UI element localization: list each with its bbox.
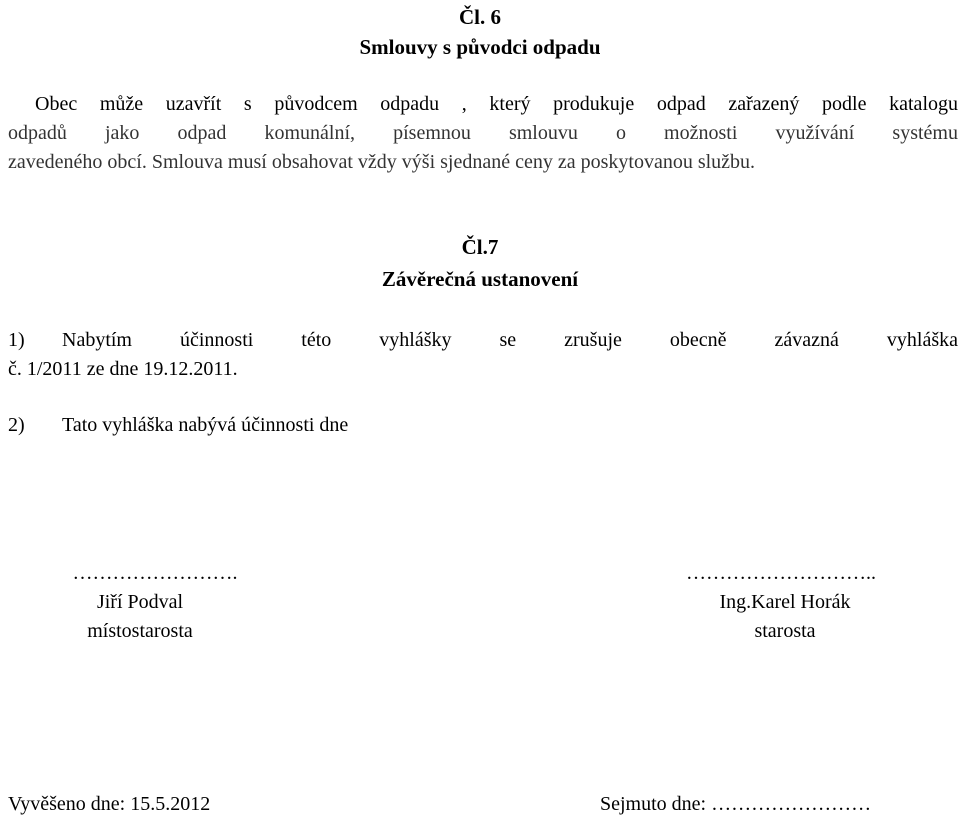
article-7-heading: Čl.7 (461, 235, 499, 259)
item-1-line-1: Nabytím účinnosti této vyhlášky se zrušuje obecně závazná vyhláška (62, 329, 958, 351)
article-7-title: Závěrečná ustanovení (381, 267, 579, 291)
article-6-line-3: zavedeného obcí. Smlouva musí obsahovat vždy výši sjednané ceny za poskytovanou službu. (8, 151, 756, 173)
posted-date: Vyvěšeno dne: 15.5.2012 (8, 793, 211, 815)
right-signature-line: ……………………….. (686, 562, 876, 584)
item-2-number: 2) (8, 414, 25, 436)
article-6-title: Smlouvy s původci odpadu (359, 35, 601, 59)
item-1-number: 1) (8, 329, 25, 351)
right-signatory-name: Ing.Karel Horák (719, 591, 851, 613)
article-6-heading: Čl. 6 (459, 5, 501, 29)
left-signatory-role: místostarosta (87, 620, 193, 642)
left-signature-line: ……………………. (72, 562, 238, 584)
article-6-line-2: odpadů jako odpad komunální, písemnou smlouvu o možnosti využívání systému (8, 122, 958, 144)
left-signatory-name: Jiří Podval (96, 591, 184, 613)
right-signatory-role: starosta (754, 620, 816, 642)
item-2-text: Tato vyhláška nabývá účinnosti dne (62, 414, 349, 436)
removed-date: Sejmuto dne: …………………… (600, 793, 872, 815)
article-6-line-1: Obec může uzavřít s původcem odpadu , který produkuje odpad zařazený podle katalogu (35, 93, 958, 115)
item-1-line-2: č. 1/2011 ze dne 19.12.2011. (8, 358, 238, 380)
